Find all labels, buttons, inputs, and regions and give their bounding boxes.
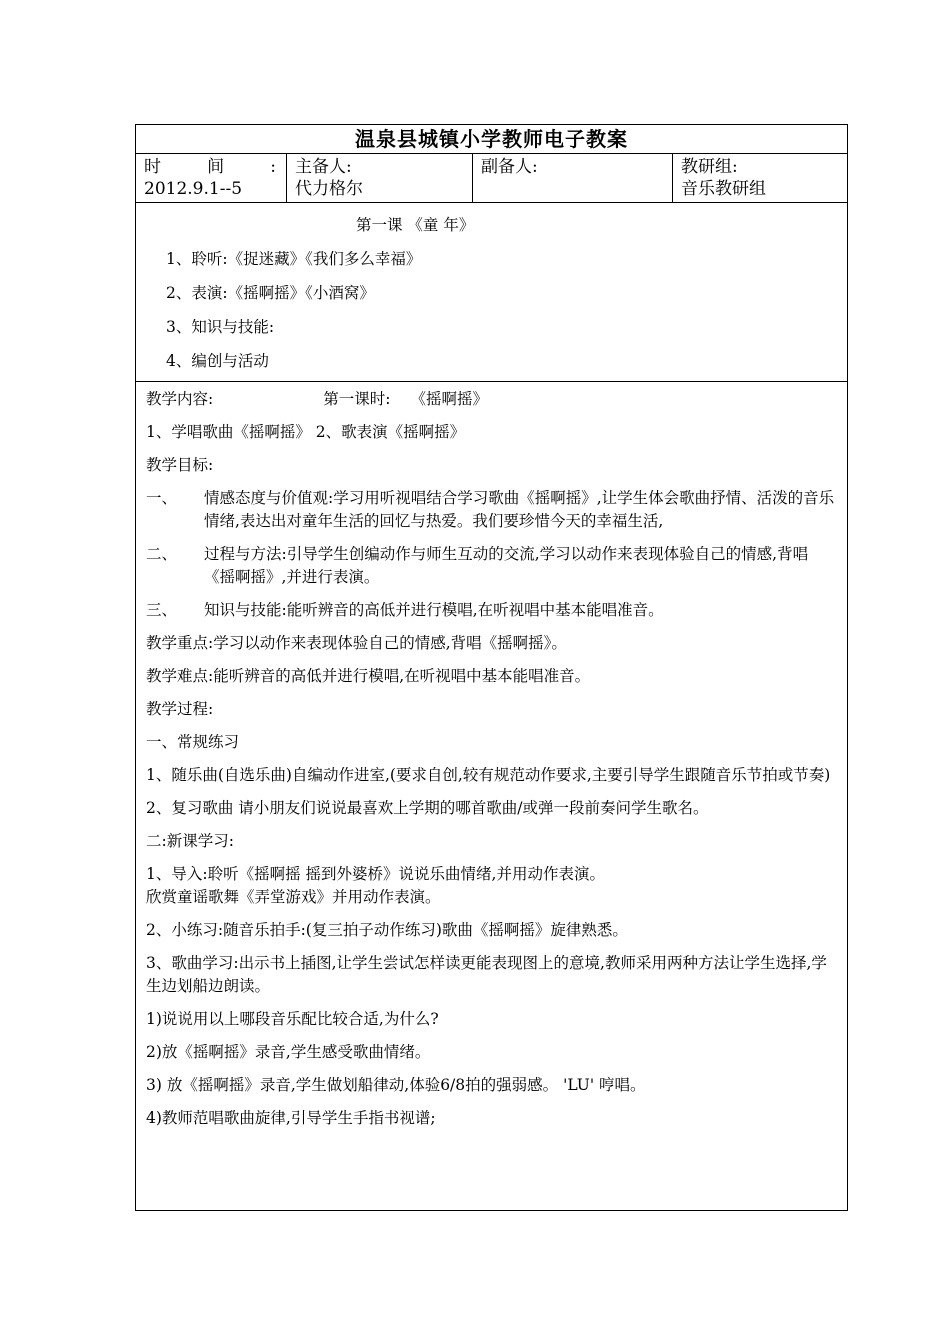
process-step: 3、歌曲学习:出示书上插图,让学生尝试怎样读更能表现图上的意境,教师采用两种方法让学生选择,学生边划船边朗读。: [146, 954, 827, 995]
unit-item: 4、编创与活动: [166, 352, 269, 370]
unit-item: 2、表演:《摇啊摇》《小酒窝》: [166, 284, 375, 302]
research-group-cell: [673, 154, 847, 202]
goal-item: [146, 543, 837, 589]
vice-prep-label: 副备人:: [481, 157, 538, 177]
unit-item: 1、聆听:《捉迷藏》《我们多么幸福》: [166, 250, 422, 268]
main-prep-cell: [287, 154, 473, 202]
goal-item: [146, 487, 837, 533]
goal-number: 二、: [146, 545, 178, 563]
unit-overview: [136, 203, 847, 382]
sub-step: 4)教师范唱歌曲旋律,引导学生手指书视谱;: [146, 1109, 436, 1127]
time-label: [144, 156, 280, 178]
process-step: 1、导入:聆听《摇啊摇 摇到外婆桥》说说乐曲情绪,并用动作表演。: [146, 865, 605, 883]
process-step: 1、随乐曲(自选乐曲)自编动作进室,(要求自创,较有规范动作要求,主要引导学生跟随音乐节拍或节奏): [146, 766, 831, 784]
document-title: 温泉县城镇小学教师电子教案: [136, 125, 847, 154]
sub-step: 2)放《摇啊摇》录音,学生感受歌曲情绪。: [146, 1043, 431, 1061]
vice-prep-cell: [473, 154, 673, 202]
content-label: 教学内容:: [146, 390, 214, 408]
unit-item: 3、知识与技能:: [166, 318, 275, 336]
time-cell: [136, 154, 287, 202]
unit-title: 第一课 《童 年》: [356, 216, 475, 234]
goal-item: [146, 599, 837, 622]
main-prep-label: 主备人:: [295, 157, 352, 177]
time-label-colon: :: [270, 157, 276, 177]
song-title: 《摇啊摇》: [410, 390, 488, 408]
info-row: [136, 154, 847, 203]
section-heading: 一、常规练习: [146, 733, 240, 751]
process-step: 欣赏童谣歌舞《弄堂游戏》并用动作表演。: [146, 888, 441, 906]
research-group-value: 音乐教研组: [681, 179, 766, 199]
section-heading: 二:新课学习:: [146, 832, 234, 850]
sub-step: 3) 放《摇啊摇》录音,学生做划船律动,体验6/8拍的强弱感。 'LU' 哼唱。: [146, 1076, 646, 1094]
sub-step: 1)说说用以上哪段音乐配比较合适,为什么?: [146, 1010, 439, 1028]
goal-number: 一、: [146, 489, 178, 507]
time-value: 2012.9.1--5: [144, 179, 243, 199]
goal-text: 知识与技能:能听辨音的高低并进行模唱,在听视唱中基本能唱准音。: [204, 601, 664, 619]
process-step: 2、小练习:随音乐拍手:(复三拍子动作练习)歌曲《摇啊摇》旋律熟悉。: [146, 921, 628, 939]
difficulty: 教学难点:能听辨音的高低并进行模唱,在听视唱中基本能唱准音。: [146, 667, 591, 685]
time-label-char-2: 间: [207, 157, 225, 177]
content-line: 1、学唱歌曲《摇啊摇》 2、歌表演《摇啊摇》: [146, 423, 466, 441]
process-step: 2、复习歌曲 请小朋友们说说最喜欢上学期的哪首歌曲/或弹一段前奏问学生歌名。: [146, 799, 709, 817]
key-point: 教学重点:学习以动作来表现体验自己的情感,背唱《摇啊摇》。: [146, 634, 567, 652]
period-label: 第一课时:: [323, 390, 391, 408]
research-group-label: 教研组:: [681, 157, 738, 177]
content-heading: [146, 388, 837, 411]
goal-text: 情感态度与价值观:学习用听视唱结合学习歌曲《摇啊摇》,让学生体会歌曲抒情、活泼的音乐情绪,表达出对童年生活的回忆与热爱。我们要珍惜今天的幸福生活,: [204, 489, 835, 530]
process-label: 教学过程:: [146, 700, 214, 718]
goal-number: 三、: [146, 601, 178, 619]
main-prep-value: 代力格尔: [295, 179, 363, 199]
lesson-content: [136, 382, 847, 1210]
goal-text: 过程与方法:引导学生创编动作与师生互动的交流,学习以动作来表现体验自己的情感,背唱《摇啊摇》,并进行表演。: [204, 545, 809, 586]
goals-label: 教学目标:: [146, 456, 214, 474]
time-label-char-1: 时: [144, 157, 161, 177]
lesson-plan-table: [135, 124, 848, 1211]
